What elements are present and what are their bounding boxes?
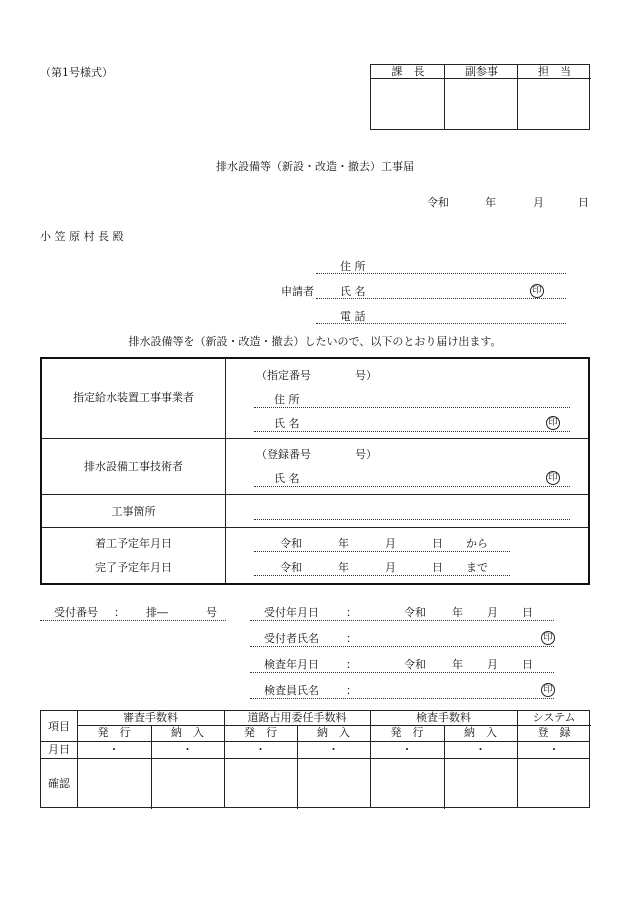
applicant-address-line[interactable] — [316, 273, 566, 274]
reception-date-era: 令和 — [404, 606, 426, 619]
row-divider — [41, 741, 589, 742]
seal-icon: 印 — [541, 631, 555, 645]
end-label: 完了予定年月日 — [95, 561, 172, 574]
engineer-number: （登録番号 号） — [256, 448, 377, 461]
fees-date-mark: ・ — [255, 743, 266, 756]
contractor-number: （指定番号 号） — [256, 369, 377, 382]
applicant-address-label: 住 所 — [340, 260, 366, 273]
inspect-date-line[interactable] — [250, 672, 554, 673]
fees-date-label: 月日 — [48, 743, 70, 756]
inspect-date-year: 年 — [452, 658, 463, 671]
fees-item-label: 項目 — [48, 720, 70, 733]
end-month: 月 — [385, 561, 396, 574]
inspector-line[interactable] — [250, 698, 554, 699]
reception-date-line[interactable] — [250, 620, 554, 621]
start-line[interactable] — [254, 551, 510, 552]
applicant-phone-label: 電 話 — [340, 310, 366, 323]
fees-date-mark: ・ — [182, 743, 193, 756]
start-era: 令和 — [280, 537, 302, 550]
approval-box — [370, 64, 590, 130]
end-line[interactable] — [254, 575, 510, 576]
site-label: 工事箇所 — [111, 505, 156, 518]
seal-icon: 印 — [546, 471, 560, 485]
seal-icon: 印 — [530, 284, 544, 298]
reception-number-line[interactable] — [40, 620, 226, 621]
inspect-date-colon: ： — [346, 658, 357, 671]
intro-text: 排水設備等を（新設・改造・撤去）したいので、以下のとおり届け出ます。 — [128, 335, 502, 348]
approval-label-deputy: 副参事 — [465, 65, 498, 78]
date-era: 令和 — [427, 196, 449, 209]
reception-date-year: 年 — [452, 606, 463, 619]
receiver-line[interactable] — [250, 646, 554, 647]
receiver-label: 受付者氏名 — [264, 632, 319, 645]
row-divider — [42, 438, 588, 439]
fees-date-mark: ・ — [401, 743, 413, 756]
seal-icon: 印 — [541, 683, 555, 697]
fees-group-review: 審査手数料 — [123, 711, 178, 724]
reception-number-suffix: 号 — [206, 606, 217, 619]
reception-date-label: 受付年月日 — [264, 606, 319, 619]
row-divider — [41, 758, 589, 759]
contractor-label: 指定給水装置工事事業者 — [73, 391, 194, 404]
row-divider — [42, 494, 588, 495]
start-month: 月 — [385, 537, 396, 550]
seal-icon: 印 — [546, 416, 560, 430]
document-title: 排水設備等（新設・改造・撤去）工事届 — [216, 160, 414, 173]
start-suffix: から — [466, 537, 488, 550]
fees-sub-payment: 納 入 — [317, 726, 350, 739]
inspect-date-month: 月 — [487, 658, 498, 671]
end-era: 令和 — [280, 561, 302, 574]
applicant-label: 申請者 — [281, 285, 314, 298]
start-label: 着工予定年月日 — [95, 537, 172, 550]
main-table-divider — [225, 359, 226, 583]
row-divider — [42, 527, 588, 528]
applicant-phone-line[interactable] — [316, 323, 566, 324]
applicant-name-label: 氏 名 — [340, 285, 366, 298]
reception-date-month: 月 — [487, 606, 498, 619]
main-table — [40, 357, 590, 585]
inspector-colon: ： — [346, 684, 357, 697]
fees-date-mark: ・ — [108, 743, 120, 756]
reception-number-prefix: 排― — [146, 606, 168, 619]
addressee: 小 笠 原 村 長 殿 — [40, 230, 124, 243]
reception-number-colon: ： — [114, 606, 125, 619]
contractor-address-label: 住 所 — [274, 393, 300, 406]
fees-sub-payment: 納 入 — [464, 726, 497, 739]
fees-table — [40, 710, 590, 808]
engineer-name-line[interactable] — [254, 486, 570, 487]
form-number: （第1号様式） — [40, 66, 113, 79]
date-month: 月 — [533, 196, 544, 209]
engineer-name-label: 氏 名 — [274, 472, 300, 485]
receiver-colon: ： — [346, 632, 357, 645]
reception-number-label: 受付番号 — [54, 606, 98, 619]
reception-date-day: 日 — [522, 606, 533, 619]
contractor-address-line[interactable] — [254, 407, 570, 408]
start-day: 日 — [432, 537, 443, 550]
fees-sub-issue: 発 行 — [390, 726, 424, 739]
fees-sub-payment: 納 入 — [171, 726, 204, 739]
fees-group-road: 道路占用委任手数料 — [247, 711, 347, 724]
end-year: 年 — [338, 561, 349, 574]
approval-label-manager: 課 長 — [391, 65, 425, 78]
approval-label-staff: 担 当 — [538, 65, 571, 78]
inspect-date-label: 検査年月日 — [264, 658, 319, 671]
fees-group-system: システム — [532, 711, 576, 724]
site-line[interactable] — [254, 519, 570, 520]
inspect-date-day: 日 — [522, 658, 533, 671]
fees-sub-issue: 発 行 — [97, 726, 131, 739]
fees-date-mark: ・ — [475, 743, 486, 756]
contractor-name-label: 氏 名 — [274, 417, 300, 430]
start-year: 年 — [338, 537, 349, 550]
contractor-name-line[interactable] — [254, 431, 570, 432]
inspector-label: 検査員氏名 — [264, 684, 319, 697]
end-day: 日 — [432, 561, 443, 574]
end-suffix: まで — [466, 561, 488, 574]
fees-group-inspection: 検査手数料 — [416, 711, 471, 724]
reception-date-colon: ： — [346, 606, 357, 619]
fees-date-mark: ・ — [548, 743, 560, 756]
date-year: 年 — [485, 196, 496, 209]
fees-sub-issue: 発 行 — [244, 726, 277, 739]
fees-confirm-label: 確認 — [48, 777, 70, 790]
date-day: 日 — [578, 196, 589, 209]
fees-date-mark: ・ — [328, 743, 339, 756]
applicant-name-line[interactable] — [316, 298, 566, 299]
inspect-date-era: 令和 — [404, 658, 426, 671]
fees-sub-register: 登 録 — [537, 726, 571, 739]
engineer-label: 排水設備工事技術者 — [84, 460, 183, 473]
